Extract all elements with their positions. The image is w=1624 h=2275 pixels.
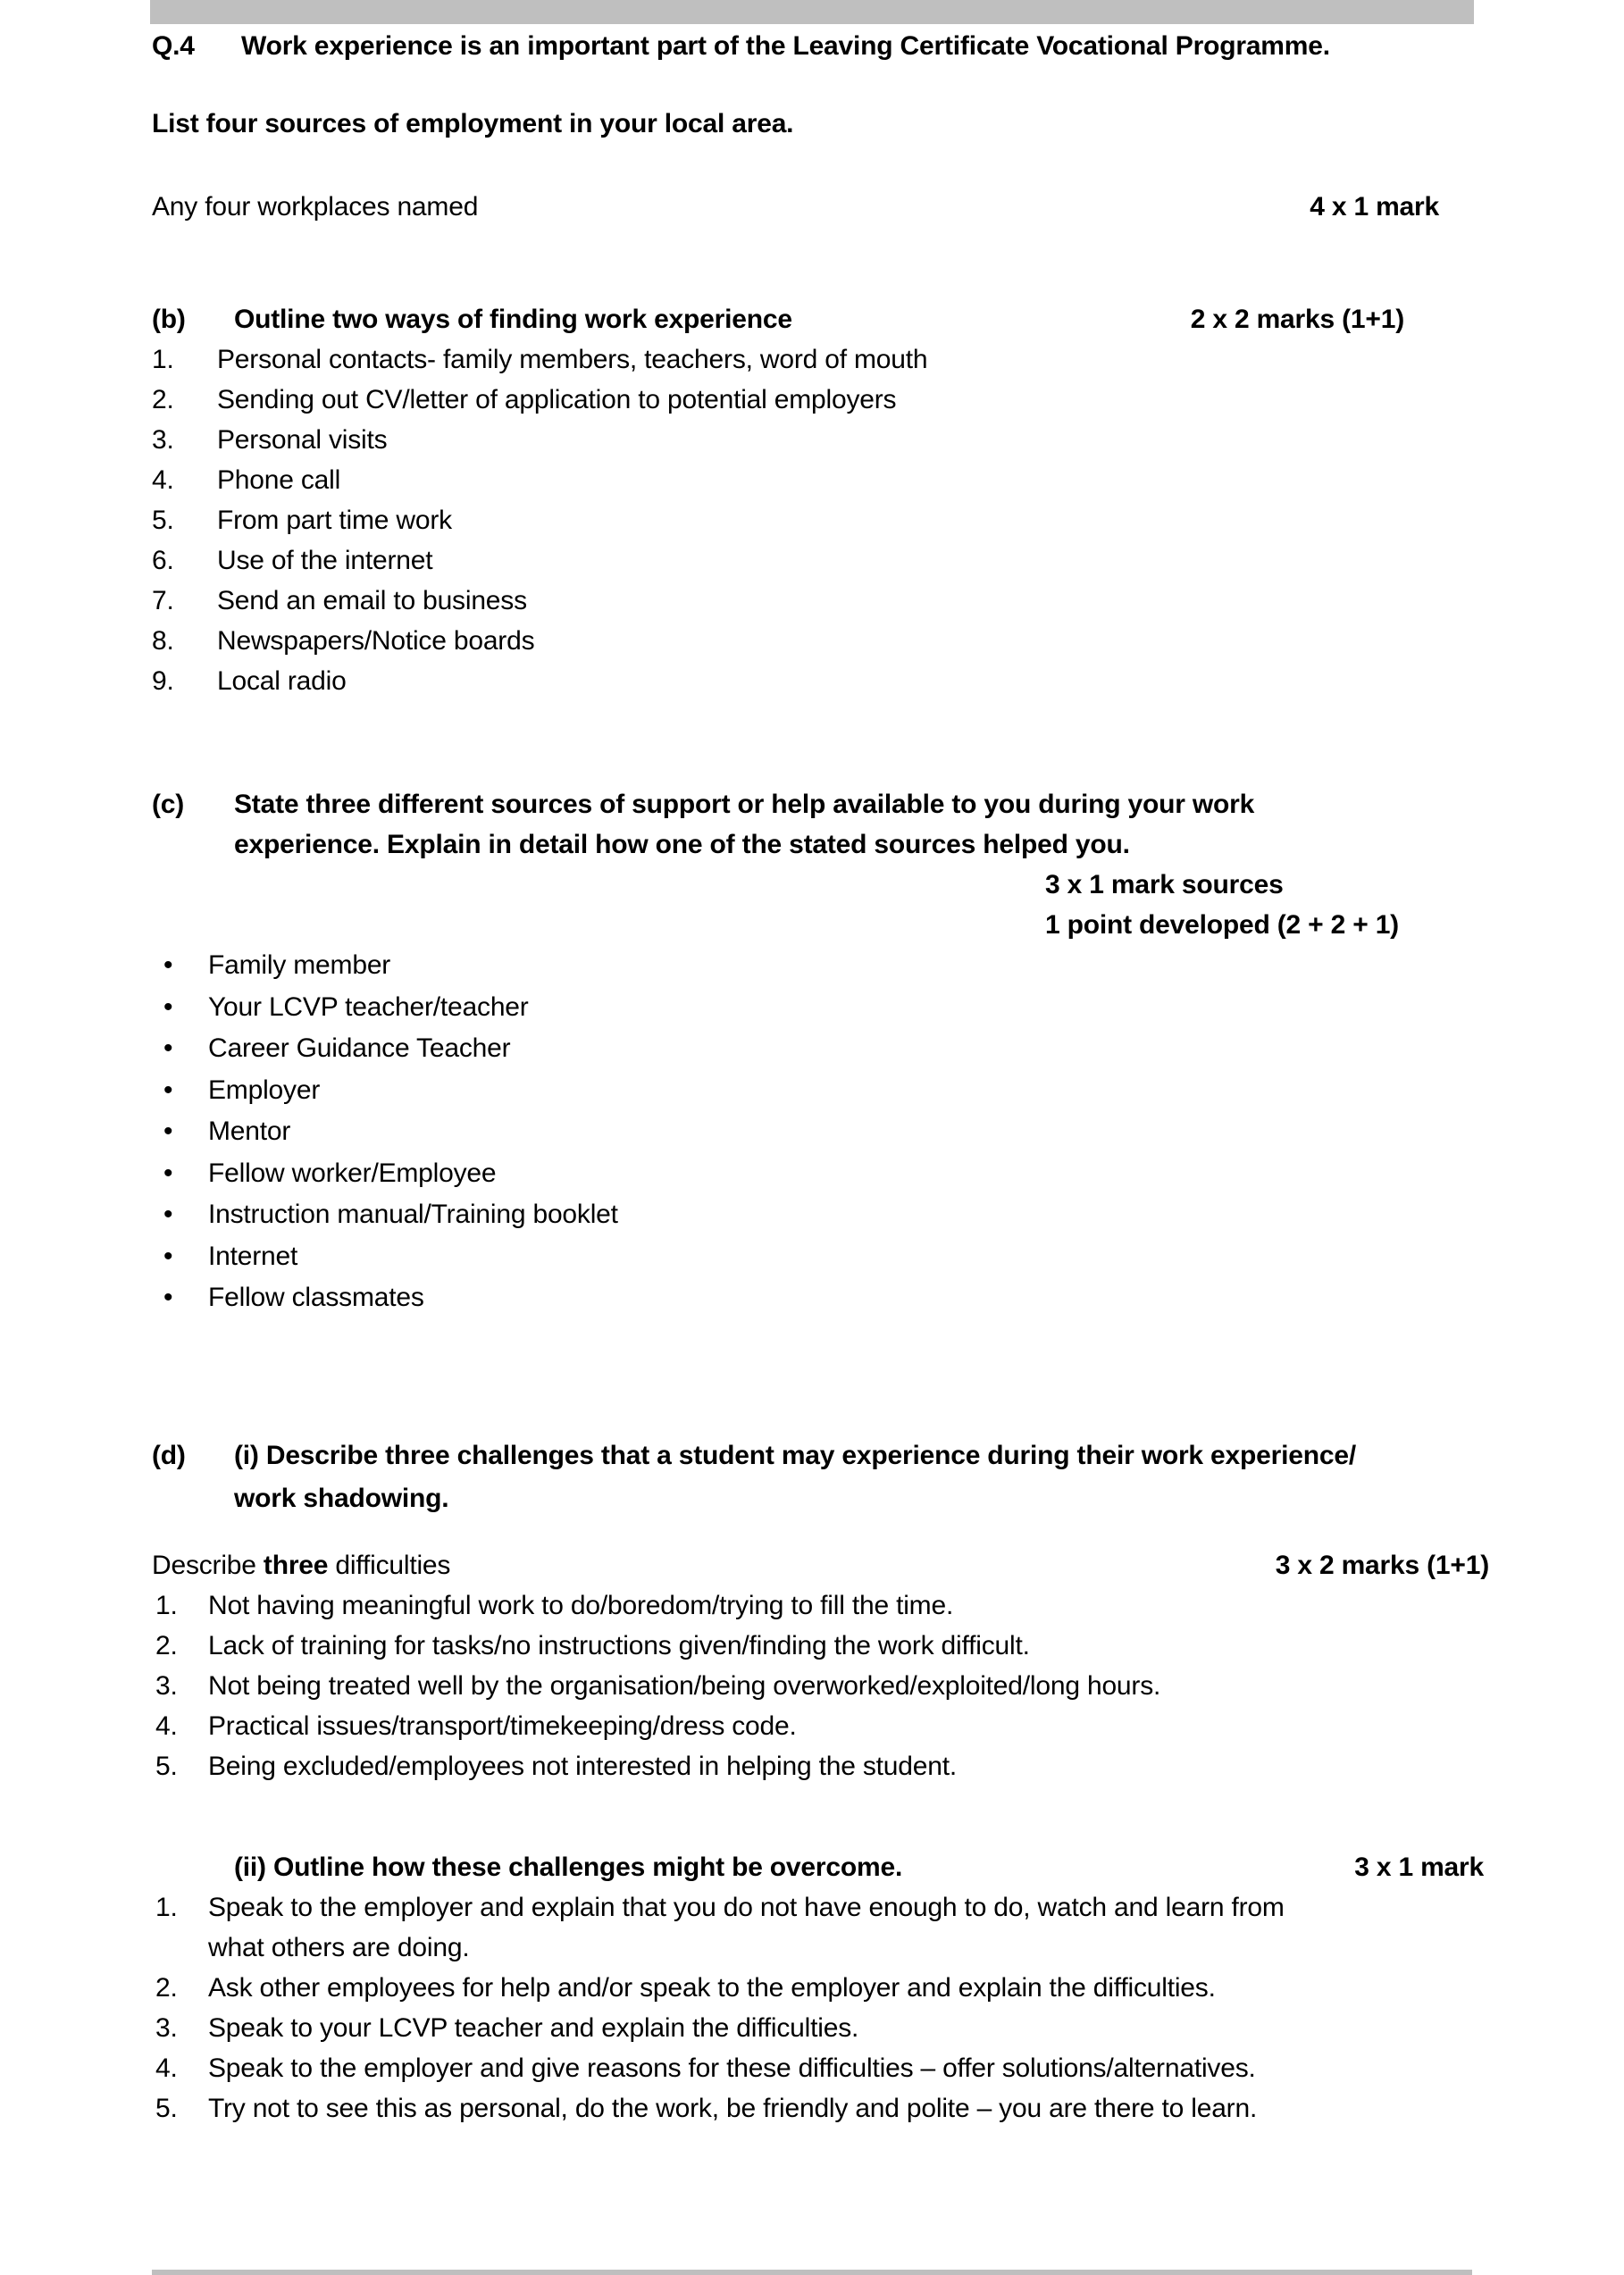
section-d-heading-row [152,1434,1474,1520]
section-c-marks-line1: 3 x 1 mark sources [1045,870,1284,899]
list-item: Speak to the employer and give reasons for these difficulties – offer solutions/alternatives. [208,2053,1256,2083]
list-item: Personal contacts- family members, teachers, word of mouth [217,345,928,374]
section-d2-marks: 3 x 1 mark [1354,1852,1484,1882]
list-item: • Your LCVP teacher/teacher [152,987,1474,1029]
list-item: Use of the internet [217,546,433,575]
section-d-heading-line2: work shadowing. [234,1483,449,1513]
list-item: Send an email to business [217,586,527,615]
question-title: Work experience is an important part of the Leaving Certificate Vocational Programme. [241,31,1330,61]
section-c-heading-line2: experience. Explain in detail how one of the stated sources helped you. [234,830,1130,859]
section-b-heading: Outline two ways of finding work experience [234,305,792,334]
describe-text-pre: Describe [152,1550,264,1580]
list-item: • Fellow worker/Employee [152,1153,1474,1195]
list-item: • Career Guidance Teacher [152,1028,1474,1070]
section-c-heading-line1: State three different sources of support or help available to you during your work [234,790,1255,819]
describe-difficulties-text [152,1545,450,1585]
question-title-row [152,26,1474,66]
describe-text-bold: three [263,1550,329,1580]
list-item: Practical issues/transport/timekeeping/dress code. [208,1710,797,1741]
list-item: From part time work [217,506,452,535]
list-item: Try not to see this as personal, do the work, be friendly and polite – you are there to learn. [208,2093,1258,2123]
list-item: Not being treated well by the organisation/being overworked/exploited/long hours. [208,1670,1161,1701]
any-four-row [152,187,1474,227]
list-item: • Fellow classmates [152,1277,1474,1319]
section-d2-heading-row [152,1847,1484,1887]
section-c-marks [1045,865,1474,945]
list-item: • Employer [152,1070,1474,1112]
list-item: Ask other employees for help and/or speak to the employer and explain the difficulties. [208,1972,1216,2003]
section-c-heading [234,784,1474,865]
section-c-label: (c) [152,790,185,819]
section-b-marks: 2 x 2 marks (1+1) [1190,305,1404,334]
list-item: • Internet [152,1236,1474,1278]
section-d2-list [152,1887,1474,2129]
list-item: • Mentor [152,1111,1474,1153]
list-item: Being excluded/employees not interested in helping the student. [208,1751,957,1781]
list-item-line: what others are doing. [208,1932,470,1962]
any-four-marks: 4 x 1 mark [1310,192,1439,222]
section-c-marks-line2: 1 point developed (2 + 2 + 1) [1045,910,1399,940]
list-item-line: Speak to the employer and explain that you do not have enough to do, watch and learn from [208,1892,1285,1922]
section-b-label: (b) [152,305,186,334]
question-number: Q.4 [152,31,195,61]
section-d2-heading: (ii) Outline how these challenges might be overcome. [234,1852,903,1882]
section-c-list [152,945,1474,1319]
list-item: • Family member [152,945,1474,987]
top-gray-bar [150,0,1474,24]
list-item: Lack of training for tasks/no instructions given/finding the work difficult. [208,1630,1030,1660]
list-item: Newspapers/Notice boards [217,626,535,656]
section-d-marks: 3 x 2 marks (1+1) [1275,1550,1489,1580]
describe-text-post: difficulties [328,1550,451,1580]
list-item: Personal visits [217,425,388,455]
section-b-heading-row [152,299,1474,339]
any-four-text: Any four workplaces named [152,192,479,222]
section-c-heading-row [152,784,1474,865]
bottom-gray-bar [152,2270,1472,2275]
section-d-label: (d) [152,1440,186,1470]
list-item: • Instruction manual/Training booklet [152,1194,1474,1236]
list-item: Sending out CV/letter of application to potential employers [217,385,897,414]
question-subtitle: List four sources of employment in your local area. [152,109,794,138]
section-d-heading-line1: (i) Describe three challenges that a student may experience during their work experience/ [234,1440,1356,1470]
list-item: Not having meaningful work to do/boredom/trying to fill the time. [208,1590,954,1620]
list-item: Phone call [217,465,341,495]
list-item [152,1887,1474,1968]
list-item: Speak to your LCVP teacher and explain the difficulties. [208,2012,859,2043]
describe-difficulties-row [152,1545,1489,1585]
section-d-heading [234,1434,1474,1520]
list-item: Local radio [217,666,347,696]
section-d-list [152,1585,1474,1786]
section-b-list [152,339,1474,701]
